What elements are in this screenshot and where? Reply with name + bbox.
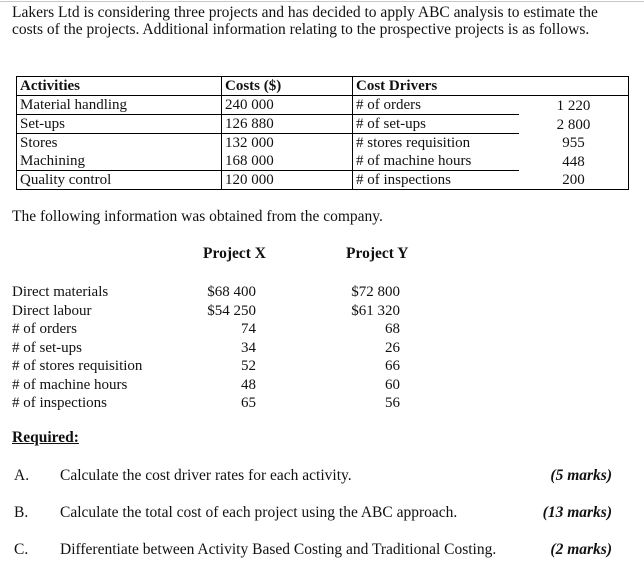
project-y-values <box>344 283 400 413</box>
item-label: # of stores requisition <box>12 358 143 374</box>
question-b-marks: (13 marks) <box>542 504 612 521</box>
project-x-value: $54 250 <box>207 302 256 319</box>
driver-cell: # stores requisition <box>356 135 471 151</box>
activity-cost-table <box>16 76 629 190</box>
cost-cell: 240 000 <box>222 96 353 115</box>
driver-quantity-cell: 955 <box>519 134 629 153</box>
project-y-value: 56 <box>385 395 400 411</box>
project-x-value: 74 <box>241 321 256 337</box>
project-x-heading: Project X <box>203 245 266 262</box>
cost-cell: 168 000 <box>222 152 353 171</box>
activity-cell: Set-ups <box>17 115 222 134</box>
project-x-value: 34 <box>241 339 256 356</box>
header-costs: Costs ($) <box>222 77 353 96</box>
project-y-value: 68 <box>385 321 400 337</box>
driver-cell: # of machine hours <box>353 152 520 171</box>
item-label: # of orders <box>12 321 77 337</box>
intro-paragraph: Lakers Ltd is considering three projects and has decided to apply ABC analysis to estimate the costs of the projects. Additional information relating to the prospective projects is as follows. <box>12 4 598 38</box>
driver-cell: # of inspections <box>353 171 520 190</box>
cost-cell: 126 880 <box>222 115 353 134</box>
project-y-value: $61 320 <box>351 302 400 319</box>
table-row <box>17 134 629 153</box>
project-y-value: 26 <box>385 339 400 356</box>
item-label: Direct labour <box>12 302 92 319</box>
driver-quantity-cell: 2 800 <box>519 115 629 134</box>
activity-cell: Stores <box>17 134 222 153</box>
project-x-value: 65 <box>241 395 256 411</box>
driver-cell: # of orders <box>353 96 520 115</box>
table-header-row <box>17 77 629 96</box>
header-cost-drivers: Cost Drivers <box>353 77 520 96</box>
required-heading: Required: <box>12 429 79 446</box>
project-y-value: 60 <box>385 376 400 393</box>
project-x-values <box>200 283 256 413</box>
activity-cell: Material handling <box>17 96 222 115</box>
cost-cell: 132 000 <box>222 134 353 153</box>
question-b-letter: B. <box>14 504 29 521</box>
item-label: # of machine hours <box>12 376 128 393</box>
activity-cell: Machining <box>17 152 222 171</box>
question-c-letter: C. <box>14 541 29 558</box>
activity-cell: Quality control <box>17 171 222 190</box>
table-row <box>17 152 629 171</box>
top-rule <box>0 1 644 2</box>
driver-quantity-cell: 200 <box>519 171 629 190</box>
table-row <box>17 171 629 190</box>
project-y-value: 66 <box>385 358 400 374</box>
item-label: # of set-ups <box>12 339 82 356</box>
question-c-text: Differentiate between Activity Based Costing and Traditional Costing. <box>60 541 497 558</box>
header-activities: Activities <box>17 77 222 96</box>
driver-quantity-cell: 1 220 <box>519 96 629 115</box>
item-label: Direct materials <box>12 284 109 300</box>
question-a-letter: A. <box>14 467 30 484</box>
project-x-value: $68 400 <box>207 284 256 300</box>
question-a-marks: (5 marks) <box>550 467 612 484</box>
driver-cell: # of set-ups <box>353 115 520 134</box>
table-row <box>17 115 629 134</box>
project-y-value: $72 800 <box>351 284 400 300</box>
cost-cell: 120 000 <box>222 171 353 190</box>
question-a-text: Calculate the cost driver rates for each activity. <box>60 467 352 484</box>
table-row <box>17 96 629 115</box>
header-quantity <box>519 77 629 96</box>
question-b-text: Calculate the total cost of each project using the ABC approach. <box>60 504 458 521</box>
question-c-marks: (2 marks) <box>550 541 612 558</box>
project-item-labels <box>12 283 142 413</box>
following-info-text: The following information was obtained from the company. <box>12 208 383 225</box>
project-x-value: 48 <box>241 376 256 393</box>
project-y-heading: Project Y <box>346 245 409 262</box>
driver-quantity-cell: 448 <box>519 152 629 171</box>
item-label: # of inspections <box>12 395 107 411</box>
project-x-value: 52 <box>241 358 256 374</box>
